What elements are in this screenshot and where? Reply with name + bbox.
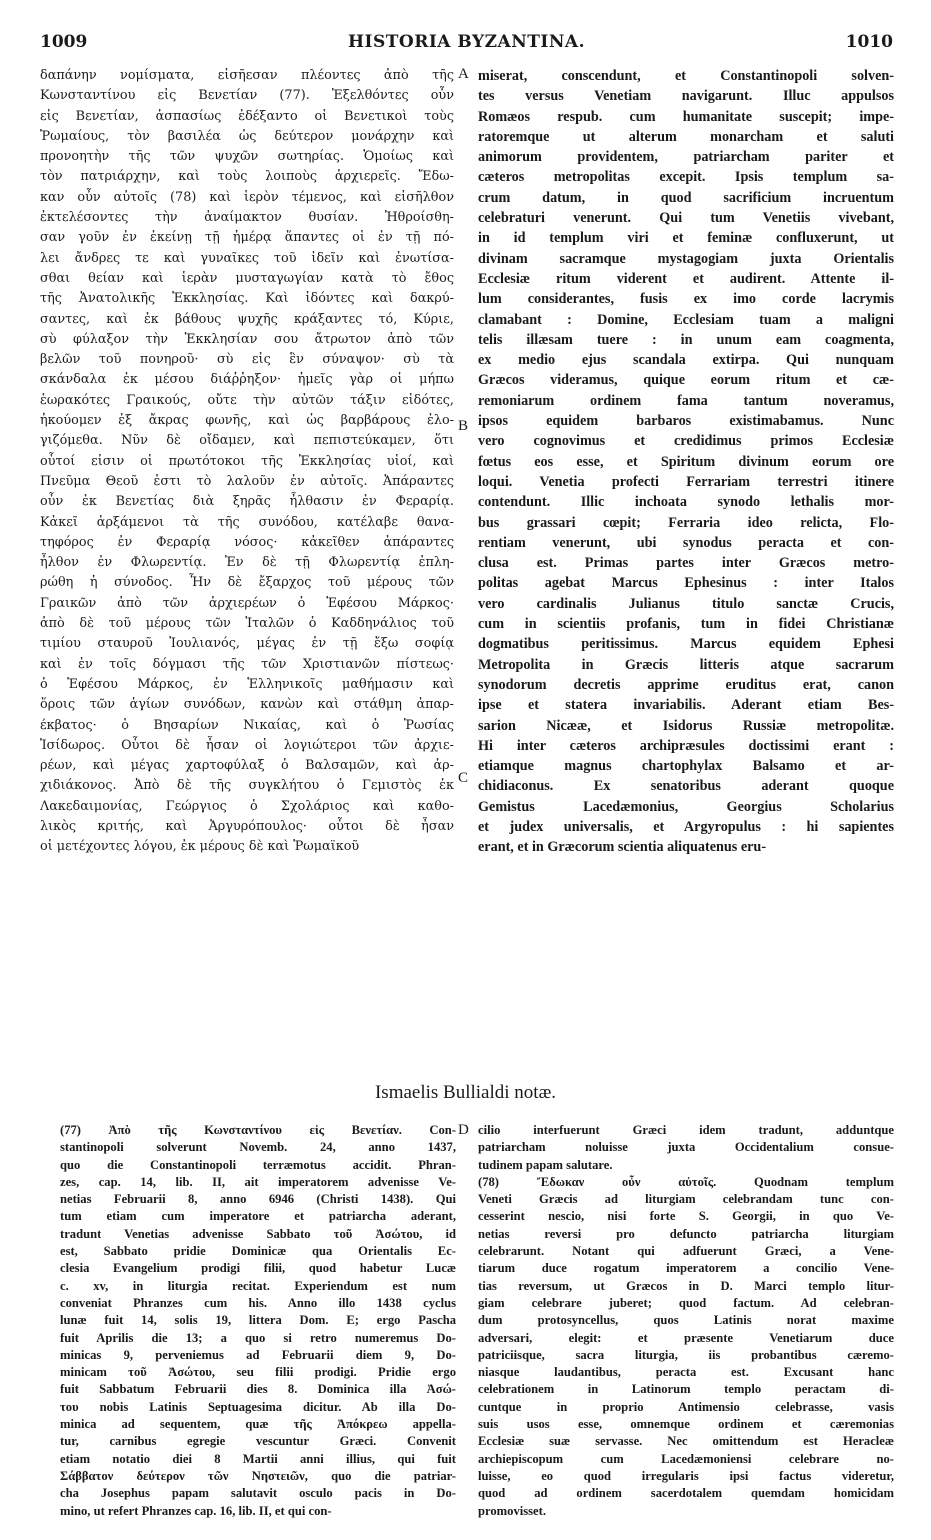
note-line: luisse, eo quod irregularis ipsi factus videretur, [478, 1468, 894, 1483]
latin-text-line: Græcos videramus, quique eorum ritum et cæ- [478, 372, 894, 389]
latin-text-line: telis illæsam tuere : in unum eam coagmenta, [478, 331, 894, 348]
greek-text-line: ἀπὸ δὲ τοῦ μέρους τῶν Ἰταλῶν ὁ Καδδηνάλιος τοῦ [40, 616, 454, 632]
latin-text-line: ipse et statera invariabilis. Aderant etiam Bes- [478, 697, 894, 714]
greek-text-line: δαπάνην νομίσματα, εἰσῆεσαν πλέοντες ἀπὸ τῆς [40, 68, 454, 83]
greek-text-line: ὁ Ἐφέσου Μάρκος, ἐν Ἑλληνικοῖς μαθήμασιν καὶ [40, 676, 454, 692]
greek-text-line: οἱ μετέχοντες λόγου, ἐκ μέρους δὲ καὶ Ῥωμαϊκοῦ [40, 839, 360, 855]
note-line: tudinem papam salutare. [478, 1157, 613, 1172]
latin-text-line: animorum providentem, patriarcham pariter et [478, 149, 894, 166]
latin-text-line: divinam sacramque mystagogiam juxta Orientalis [478, 250, 894, 267]
greek-text-line: λει ἄνδρες τε καὶ γυναῖκες τοῦ ἰδεῖν καὶ ἐνωτίσα- [40, 250, 454, 266]
greek-text-line: καὶ ἐν τοῖς δόγμασι τῆς τῶν Χριστιανῶν πίστεως· [40, 656, 454, 672]
latin-text-line: sarion Nicææ, et Isidorus Russiæ metropolitæ. [478, 717, 894, 734]
greek-text-line: ρώθη ἡ σύνοδος. Ἦν δὲ ἔξαρχος τοῦ μέρους τῶν [40, 575, 454, 591]
note-line: giam celebrare juberet; quod factum. Ad celebran- [478, 1295, 894, 1310]
greek-text-line: χιδιάκονος. Ἀπὸ δὲ τῆς συγκλήτου ὁ Γεμιστὸς ἐκ [40, 778, 454, 794]
greek-text-line: Λακεδαιμονίας, Γεώργιος ὁ Σχολάριος καὶ καθο- [40, 798, 454, 814]
greek-text-line: ρέων, καὶ μέγας χαρτοφύλαξ ὁ Βαλσαμῶν, καὶ ἀρ- [40, 758, 454, 774]
note-line: Ecclesiæ suæ servasse. Nec omittendum est Heracleæ [478, 1434, 894, 1449]
latin-text-line: lum considerantes, fusis ex imo corde lacrymis [478, 291, 894, 308]
note-line: fuit Sabbatum Februarii dies 8. Dominica illa Ἀσώ- [60, 1382, 456, 1397]
latin-text-line: celebraturi venerunt. Qui tum Venetiis vivebant, [478, 210, 894, 227]
latin-text-line: contendunt. Illic inchoata synodo lethalis mor- [478, 494, 894, 511]
greek-text-line: σαντες, καὶ ἐκ βάθους ψυχῆς κράξαντες τό, Κύριε, [40, 311, 454, 327]
latin-text-line: ex medio ejus scandala extirpa. Qui nunquam [478, 352, 894, 369]
greek-text-line: ἠκούομεν ἐξ ἄκρας φωνῆς, καὶ ὡς βαρβάρους ἐλο- [40, 413, 454, 429]
note-line: clesia Evangelium prodigi filii, quod habetur Lucæ [60, 1261, 456, 1276]
greek-text-line: προνοητὴν τῆς τῶν ψυχῶν σωτηρίας. Ὁμοίως καὶ [40, 149, 454, 165]
note-line: Veneti Græcis ad liturgiam celebrandam tunc con- [478, 1192, 894, 1207]
greek-text-line: έκβατος· ὁ Βησαρίων Νικαίας, καὶ ὁ Ῥωσίας [40, 717, 454, 733]
latin-text-line: et judex universalis, et Argyropulus : hi sapientes [478, 818, 894, 835]
note-line: cuntque in proprio Antimensio celebrasse, vasis [478, 1399, 894, 1414]
running-title: HISTORIA BYZANTINA. [347, 32, 586, 52]
latin-text-line: vero cardinalis Julianus titulo sanctæ Crucis, [478, 595, 894, 612]
note-line: stantinopoli solverunt Novemb. 24, anno 1437, [60, 1140, 456, 1155]
latin-text-column [478, 66, 894, 858]
note-line: του nobis Latinis Septuagesima dicitur. Ab illa Do- [60, 1399, 456, 1414]
greek-text-line: τιμίου σταυροῦ Ἰουλιανός, μέγας ἐν τῇ ἔξω σοφίᾳ [40, 636, 454, 652]
note-line: quod ad ordinem sacerdotalem quemdam homicidam [478, 1486, 894, 1501]
latin-text-line: vero cognovimus et credidimus primos Ecclesiæ [478, 433, 894, 450]
greek-text-line: Ἰσίδωρος. Οὗτοι δὲ ἦσαν οἱ λογιώτεροι τῶν ἀρχιε- [40, 737, 454, 753]
note-line: niasque laudantibus, peracta est. Excusant hanc [478, 1365, 894, 1380]
greek-text-line: οὗτοί εἰσιν οἱ πρωτότοκοι τῆς Ἐκκλησίας υἱοί, καὶ [40, 453, 454, 469]
latin-text-line: cum in scientiis profanis, tum in fidei Christianæ [478, 616, 894, 633]
greek-text-line: Γραικῶν ἀπὸ τῶν ἀρχιερέων ὁ Ἐφέσου Μάρκος· [40, 595, 454, 611]
note-line: (77) Ἀπὸ τῆς Κωνσταντίνου εἰς Βενετίαν. Con- [60, 1123, 456, 1137]
latin-text-line: Ecclesiæ ritum viderent et audirent. Attente il- [478, 270, 894, 287]
note-line: tias reversum, ut Græcos in D. Marci templo litur- [478, 1278, 894, 1293]
latin-text-line: Gemistus Lacedæmonius, Georgius Scholarius [478, 798, 894, 815]
note-line: suis usos esse, omnemque ordinem et cæremonias [478, 1417, 894, 1432]
margin-marker-d: D [458, 1122, 469, 1138]
latin-text-line: Hi inter cæteros archipræsules doctissimi erant : [478, 737, 894, 754]
note-line: dum protosyncellus, quos Latinis norat maxime [478, 1313, 894, 1328]
latin-text-line: synodorum decretis apprime eruditus erat, canon [478, 676, 894, 693]
greek-text-line: ἑωρακότες Γραικούς, οὔτε τὴν αὐτῶν τάξιν εἰδότες, [40, 392, 454, 408]
greek-text-line: σὺ φύλαξον τὴν Ἐκκλησίαν σου ἄτρωτον ἀπὸ τῶν [40, 331, 454, 347]
note-line: cilio interfuerunt Græci idem tradunt, adduntque [478, 1123, 894, 1137]
note-line: lunæ fuit 14, solis 19, littera Dom. E; ergo Pascha [60, 1313, 456, 1328]
note-line: conveniat Phranzes cum his. Anno illo 1438 cyclus [60, 1295, 456, 1310]
note-line: minicam τοῦ Ἀσώτου, seu filii prodigi. Pridie ergo [60, 1365, 456, 1380]
note-line: cha Josephus papam salutavit osculo pacis in Do- [60, 1486, 456, 1501]
notes-left-column [60, 1122, 456, 1520]
latin-text-line: crum datum, in quod sacrificium incruentum [478, 189, 894, 206]
latin-text-line: fœtus eos esse, et Spiritum divinum eorum ore [478, 453, 894, 470]
greek-text-line: σκάνδαλα ἐκ μέσου διάῤῥηξον· ἡμεῖς γὰρ οἱ μήπω [40, 372, 454, 388]
note-line: c. xv, in liturgia recitat. Experiendum est num [60, 1278, 456, 1293]
greek-text-line: τῆς Ἀνατολικῆς Ἐκκλησίας. Καὶ ἰδόντες καὶ δακρύ- [40, 291, 454, 307]
latin-text-line: miserat, conscendunt, et Constantinopoli solven- [478, 68, 894, 84]
note-line: archiepiscopum cum Lacedæmoniensi celebrare no- [478, 1451, 894, 1466]
latin-text-line: Metropolita in Græcis litteris atque sacrarum [478, 656, 894, 673]
greek-text-line: γιζόμεθα. Νῦν δὲ οἴδαμεν, καὶ πεπιστεύκαμεν, ὅτι [40, 433, 454, 449]
greek-text-line: καν οὖν αὐτοῖς (78) καὶ ἱερὸν τέμενος, καὶ εἰσῆλθον [40, 189, 454, 205]
latin-text-line: bus grassari cœpit; Ferraria ideo relicta, Flo- [478, 514, 894, 531]
greek-text-line: λικὸς κριτής, καὶ Ἀργυρόπουλος· οὗτοι δὲ ἦσαν [40, 818, 454, 834]
notes-title: Ismaelis Bullialdi notæ. [374, 1082, 557, 1103]
note-line: celebrarunt. Notant qui adfuerunt Græci, a Vene- [478, 1244, 894, 1259]
latin-text-line: Romæos respub. cum humanitate suscepit; impe- [478, 108, 894, 125]
notes-right-column [478, 1122, 894, 1520]
latin-text-line: ratoremque ut alterum monarcham et saluti [478, 128, 894, 145]
running-header [40, 30, 893, 64]
latin-text-line: in id templum viri et feminæ confluxerunt, ut [478, 230, 894, 247]
greek-text-line: σθαι θείαν καὶ ἱερὰν μυσταγωγίαν κατὰ τὸ ἔθος [40, 270, 454, 286]
latin-text-line: tes versus Venetiam navigarunt. Illuc appulsos [478, 88, 894, 105]
page-number-right: 1010 [845, 32, 893, 52]
note-line: fuit Aprilis die 13; a quo si retro numeremus Do- [60, 1330, 456, 1345]
greek-text-line: Κωνσταντίνου εἰς Βενετίαν (77). Ἐξελθόντες οὖν [40, 88, 454, 104]
note-line: etiam notatio diei 8 Martii anni illius, qui fuit [60, 1451, 456, 1466]
greek-text-line: Πνεῦμα Θεοῦ ἐστι τὸ λαλοῦν ἐν αὐτοῖς. Ἀπάραντες [40, 473, 454, 489]
margin-marker-a: A [458, 66, 469, 82]
note-line: est, Sabbato pridie Dominicæ qua Orientalis Ec- [60, 1244, 456, 1259]
latin-text-line: etiamque magnus chartophylax Balsamo et ar- [478, 758, 894, 775]
latin-text-line: ipsos equidem barbaros existimabamus. Nunc [478, 413, 894, 430]
page-number-left: 1009 [40, 32, 88, 52]
greek-text-line: Ῥωμαίους, τὸν βασιλέα ὡς δεύτερον μονάρχην καὶ [40, 128, 454, 144]
latin-text-line: clamabant : Domine, Ecclesiam tuam a maligni [478, 311, 894, 328]
greek-text-line: βελῶν τοῦ πονηροῦ· σὺ εἰς ἓν σύναψον· σὺ τὰ [40, 352, 454, 368]
latin-text-line: remoniarum ordinem fama tantum noveramus, [478, 392, 894, 409]
latin-text-line: politas agebat Marcus Ephesinus : inter Italos [478, 575, 894, 592]
note-line: celebrationem in Latinorum templo peractam di- [478, 1382, 894, 1397]
note-line: quo die Constantinopoli terræmotus accidit. Phran- [60, 1157, 456, 1172]
margin-marker-c: C [458, 770, 469, 786]
margin-marker-b: B [458, 418, 469, 434]
latin-text-line: dogmatibus peritissimus. Marcus equidem Ephesi [478, 636, 894, 653]
greek-text-line: Κἀκεῖ ἀρξάμενοι τὰ τῆς συνόδου, κατέλαβε θανα- [40, 514, 454, 530]
note-line: netias reversi pro defuncto patriarcha liturgiam [478, 1226, 894, 1241]
greek-text-line: τηφόρος ἐν Φεραρίᾳ νόσος· κἀκεῖθεν ἀπάραντες [40, 534, 454, 550]
latin-text-line: rentiam venerunt, ubi synodus peracta et con- [478, 534, 894, 551]
note-line: mino, ut refert Phranzes cap. 16, lib. II, et qui con- [60, 1503, 332, 1518]
note-line: netias Februarii 8, anno 6946 (Christi 1438). Qui [60, 1192, 456, 1207]
greek-text-line: ὅροις τῶν ἁγίων συνόδων, κανὼν καὶ στάθμη ἀπαρ- [40, 697, 454, 713]
latin-text-line: cæteros metropolitas excepit. Ipsis templum sa- [478, 169, 894, 186]
note-line: promovisset. [478, 1503, 546, 1518]
note-line: tum etiam cum imperatore et patriarcha aderant, [60, 1209, 456, 1224]
greek-text-line: εἰς Βενετίαν, ἀσπασίως ἐδέξαντο οἱ Βενετικοὶ τοὺς [40, 108, 454, 124]
greek-text-line: ἦλθον ἐν Φλωρεντίᾳ. Ἐν δὲ τῇ Φλωρεντίᾳ ἐπλη- [40, 555, 454, 571]
greek-text-line: τὸν πατριάρχην, καὶ τοὺς λοιποὺς ἀρχιερεῖς. Ἔδω- [40, 169, 454, 185]
note-line: adversari, elegit: et præsente Venetiarum duce [478, 1330, 894, 1345]
note-line: tradunt Venetias advenisse Sabbato τοῦ Ἀσώτου, id [60, 1226, 456, 1241]
greek-text-column [40, 66, 454, 858]
note-line: patriarcham noluisse juxta Occidentalium consue- [478, 1140, 894, 1155]
latin-text-line: clusa est. Primas partes inter Græcos metro- [478, 555, 894, 572]
greek-text-line: οὖν ἐκ Βενετίας διὰ ξηρᾶς ἦλθασιν ἐν Φεραρίᾳ. [40, 494, 454, 510]
note-line: patriciisque, sacra liturgia, iis probantibus cæremo- [478, 1347, 894, 1362]
latin-text-line: loqui. Venetia profecti Ferrariam terrestri itinere [478, 473, 894, 490]
note-line: tur, carnibus egregie vescuntur Græci. Convenit [60, 1434, 456, 1449]
note-line: minicas 9, perveniemus ad Februarii diem 9, Do- [60, 1347, 456, 1362]
greek-text-line: ἐκτελέσοντες τὴν ἀναίμακτον θυσίαν. Ἠθροίσθη- [40, 210, 454, 226]
note-line: tiarum duce rogatum imperatorem a concilio Vene- [478, 1261, 894, 1276]
greek-text-line: σαν γοῦν ἐν ἐκείνῃ τῇ ἡμέρᾳ ἅπαντες οἱ ἐν τῇ πό- [40, 230, 454, 246]
note-line: zes, cap. 14, lib. II, ait imperatorem advenisse Ve- [60, 1174, 456, 1189]
note-line: Σάββατον δεύτερον τῶν Νηστειῶν, quo die patriar- [60, 1468, 456, 1483]
note-line: (78) Ἔδωκαν οὖν αὐτοῖς. Quodnam templum [478, 1174, 894, 1189]
latin-text-line: chidiaconus. Ex senatoribus aderant quoque [478, 778, 894, 795]
latin-text-line: erant, et in Græcorum scientia aliquatenus eru- [478, 839, 767, 856]
note-line: minica ad sequentem, quæ τῆς Ἀπόκρεω appella- [60, 1417, 456, 1432]
note-line: cesserint nescio, nisi forte S. Georgii, in quo Ve- [478, 1209, 894, 1224]
